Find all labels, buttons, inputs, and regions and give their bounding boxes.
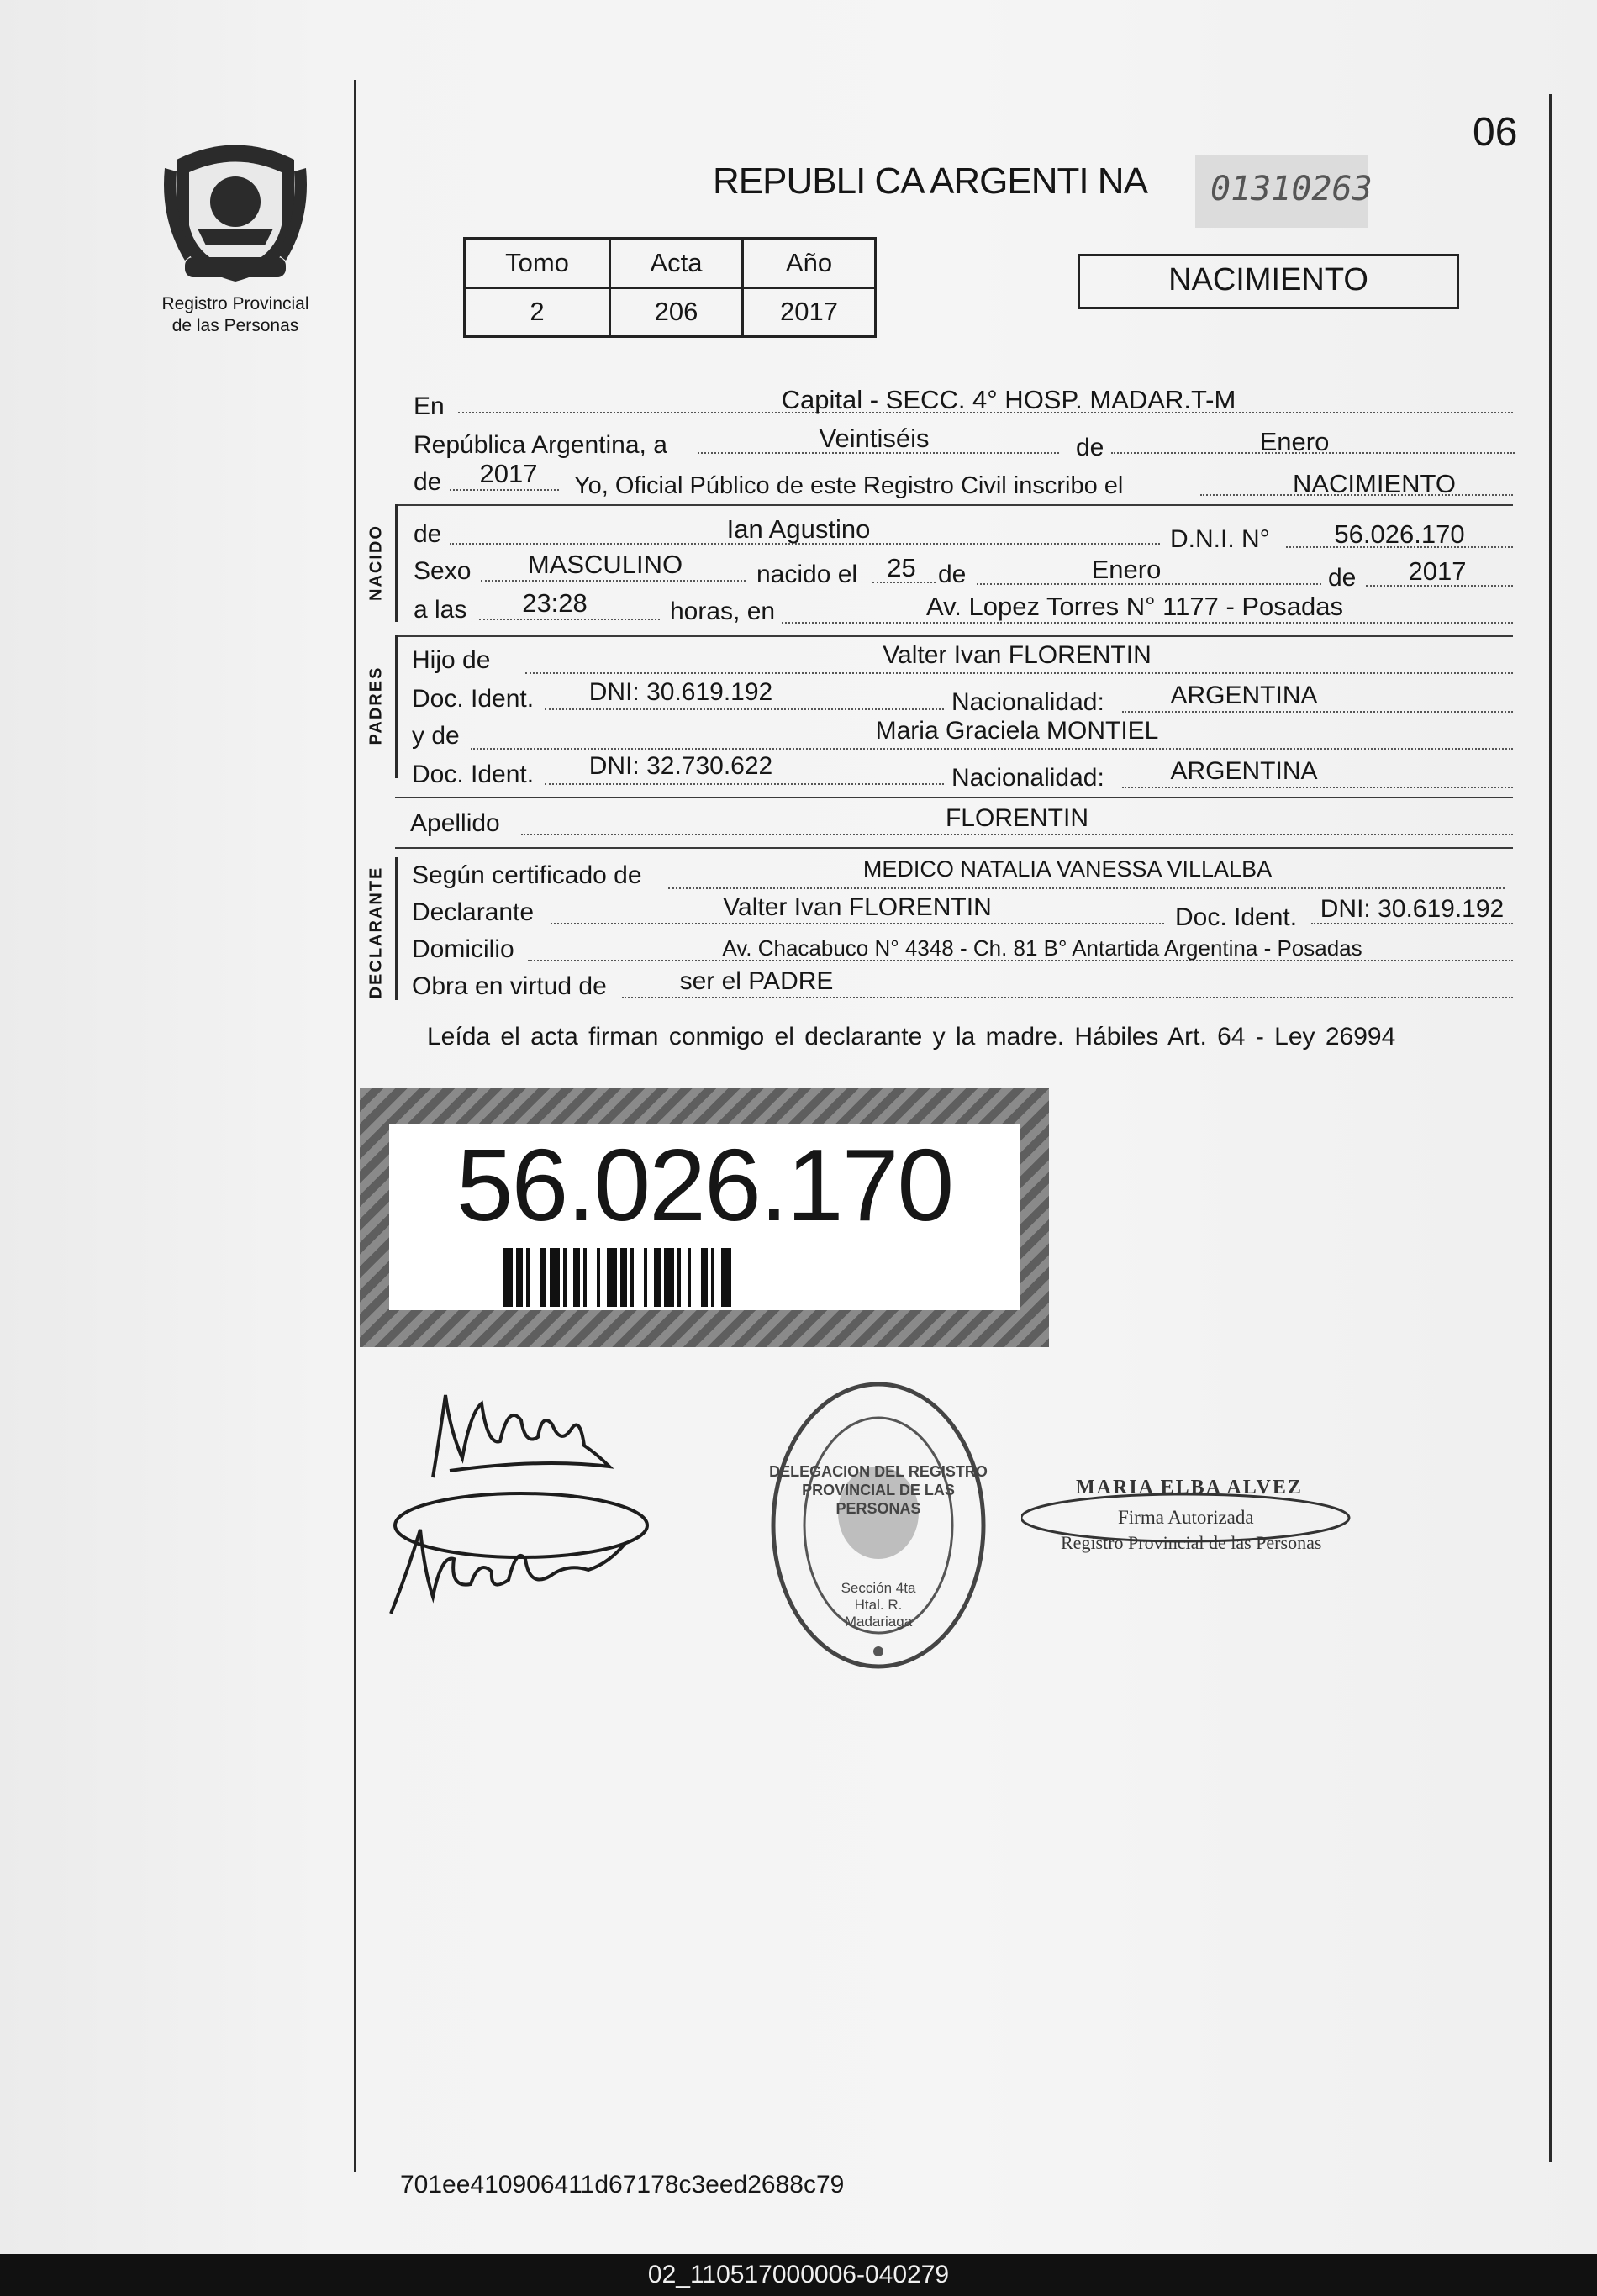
apellido-dots [521,834,1513,835]
padres-section-label: PADRES [366,666,386,745]
barcode-panel [360,1088,1049,1347]
apellido-top-rule [395,797,1513,798]
inscribo-value: NACIMIENTO [1292,469,1457,498]
madre-nacionalidad: ARGENTINA [1170,757,1318,785]
padre-doc: DNI: 30.619.192 [588,678,773,706]
logo-caption-line1: Registro Provincial [161,294,309,313]
nacido-mes: Enero [1091,555,1162,584]
barcode-bar [573,1248,580,1307]
page-number: 06 [1473,110,1518,155]
record-value-anio: 2017 [743,287,876,337]
barcode-bar [526,1248,530,1307]
domicilio-value: Av. Chacabuco N° 4348 - Ch. 81 B° Antartida Argentina - Posadas [722,935,1362,961]
nacido-de-label: de [414,520,442,548]
barcode-bar [540,1248,546,1307]
closing-text: Leída el acta firman conmigo el declarante y la madre. Hábiles Art. 64 - Ley 26994 [427,1023,1396,1051]
madre-doc-dots [545,783,944,785]
nacido-el-label: nacido el [756,561,858,588]
nacido-anio: 2017 [1408,556,1467,586]
certificado-value: MEDICO NATALIA VANESSA VILLALBA [862,856,1273,882]
padres-bracket [395,635,398,778]
en-value: Capital - SECC. 4° HOSP. MADAR.T-M [781,385,1236,414]
barcode-bar [620,1248,627,1307]
padre-nacionalidad: ARGENTINA [1170,682,1318,709]
apellido-bottom-rule [395,847,1513,849]
barcode-bar [583,1248,587,1307]
barcode-number: 56.026.170 [456,1128,953,1242]
barcode-bar [654,1248,661,1307]
padre-doc-dots [545,708,944,710]
registry-stamp-inner-text: Sección 4ta Htal. R. Madariaga [841,1580,916,1630]
horas-label: horas, en [670,598,776,625]
barcode-bar [630,1248,634,1307]
padre-nombre: Valter Ivan FLORENTIN [883,641,1152,669]
official-stamp-office: Registro Provincial de las Personas [1061,1532,1322,1553]
lugar-dots [782,622,1513,624]
document-title: REPUBLI CA ARGENTI NA [713,161,1147,202]
certificado-dots [668,887,1505,889]
nacido-bracket [395,504,398,622]
madre-doc: DNI: 32.730.622 [588,752,773,780]
registry-stamp [761,1374,996,1677]
barcode-bar [664,1248,674,1307]
declarante-section-label: DECLARANTE [366,866,386,999]
province-logo [160,134,311,286]
obra-dots [622,997,1513,998]
declarante-doc: DNI: 30.619.192 [1320,895,1505,923]
document-hash: 701ee410906411d67178c3eed2688c79 [400,2171,845,2199]
declarante-bracket [395,857,398,1000]
barcode-bars [503,1248,906,1307]
madre-doc-label: Doc. Ident. [412,761,535,788]
barcode-bar [607,1248,617,1307]
nacido-section-label: NACIDO [366,524,386,601]
alas-label: a las [414,596,467,624]
record-value-tomo: 2 [465,287,610,337]
republica-label: República Argentina, a [414,431,667,459]
dni-label: D.N.I. N° [1170,525,1270,553]
madre-nac-dots [1122,787,1513,788]
record-table [463,237,877,338]
official-stamp-title: Firma Autorizada [1118,1507,1254,1528]
barcode-bar [597,1248,600,1307]
apellido-label: Apellido [410,809,500,837]
anio-value: 2017 [479,459,538,488]
nacido-sexo: MASCULINO [527,550,683,579]
official-stamp-name: MARIA ELBA ALVEZ [1076,1477,1303,1498]
mes-value: Enero [1259,427,1330,456]
signature-madre [382,1479,651,1622]
barcode-bar [677,1248,681,1307]
nacido-hora: 23:28 [522,588,588,618]
nacido-dni: 56.026.170 [1334,519,1465,549]
madre-nac-label: Nacionalidad: [951,764,1104,792]
barcode-bar [721,1248,731,1307]
nacido-de3-label: de [1328,564,1357,592]
obra-label: Obra en virtud de [412,972,607,1000]
barcode-bar [550,1248,560,1307]
apellido-value: FLORENTIN [945,804,1088,832]
misiones-seal-icon [160,134,311,286]
yde-label: y de [412,722,460,750]
record-header-anio: Año [743,239,876,288]
hora-dots [479,619,660,620]
barcode-bar [503,1248,513,1307]
barcode-bar [711,1248,714,1307]
declarante-dots [551,923,1164,924]
barcode-label [389,1124,1020,1310]
obra-value: ser el PADRE [679,967,834,995]
madre-nombre: Maria Graciela MONTIEL [875,717,1159,745]
nacido-top-rule [395,504,1513,506]
padre-dots [525,672,1513,674]
padre-nac-dots [1122,711,1513,713]
padres-top-rule [395,635,1513,637]
padre-doc-label: Doc. Ident. [412,685,535,713]
declarante-label: Declarante [412,898,535,926]
left-margin-line [354,80,356,2172]
serial-number: 01310263 [1210,170,1373,208]
de2-label: de [414,468,442,496]
barcode-bar [701,1248,708,1307]
right-margin-line [1549,94,1552,2162]
record-header-tomo: Tomo [465,239,610,288]
inscribo-label: Yo, Oficial Público de este Registro Civil inscribo el [574,472,1124,499]
nacido-de2-label: de [938,561,967,588]
hijo-label: Hijo de [412,646,491,674]
madre-dots [471,748,1513,750]
sexo-label: Sexo [414,557,472,585]
nacido-nombre: Ian Agustino [726,514,871,544]
footer-code: 02_110517000006-040279 [0,2254,1597,2296]
segun-label: Según certificado de [412,861,642,889]
logo-caption-line2: de las Personas [171,316,299,335]
en-label: En [414,392,445,420]
barcode-bar [516,1248,523,1307]
signature-declarante [416,1378,626,1488]
de-label: de [1076,434,1104,461]
record-header-acta: Acta [610,239,743,288]
registry-stamp-ring-text: DELEGACION DEL REGISTRO PROVINCIAL DE LAS PERSONAS [769,1463,988,1517]
nacido-dia: 25 [887,553,916,582]
anio-dots [450,489,559,491]
record-value-acta: 206 [610,287,743,337]
dia-value: Veintiséis [819,424,930,453]
padre-nac-label: Nacionalidad: [951,688,1104,716]
domicilio-label: Domicilio [412,935,514,963]
barcode-bar [644,1248,647,1307]
barcode-bar [563,1248,567,1307]
declarante-doc-label: Doc. Ident. [1175,903,1298,931]
nacido-lugar: Av. Lopez Torres N° 1177 - Posadas [925,592,1344,621]
doc-type: NACIMIENTO [1168,262,1368,298]
barcode-bar [688,1248,691,1307]
sexo-dots [481,580,746,582]
declarante-doc-dots [1311,923,1513,924]
declarante-nombre: Valter Ivan FLORENTIN [723,893,992,921]
